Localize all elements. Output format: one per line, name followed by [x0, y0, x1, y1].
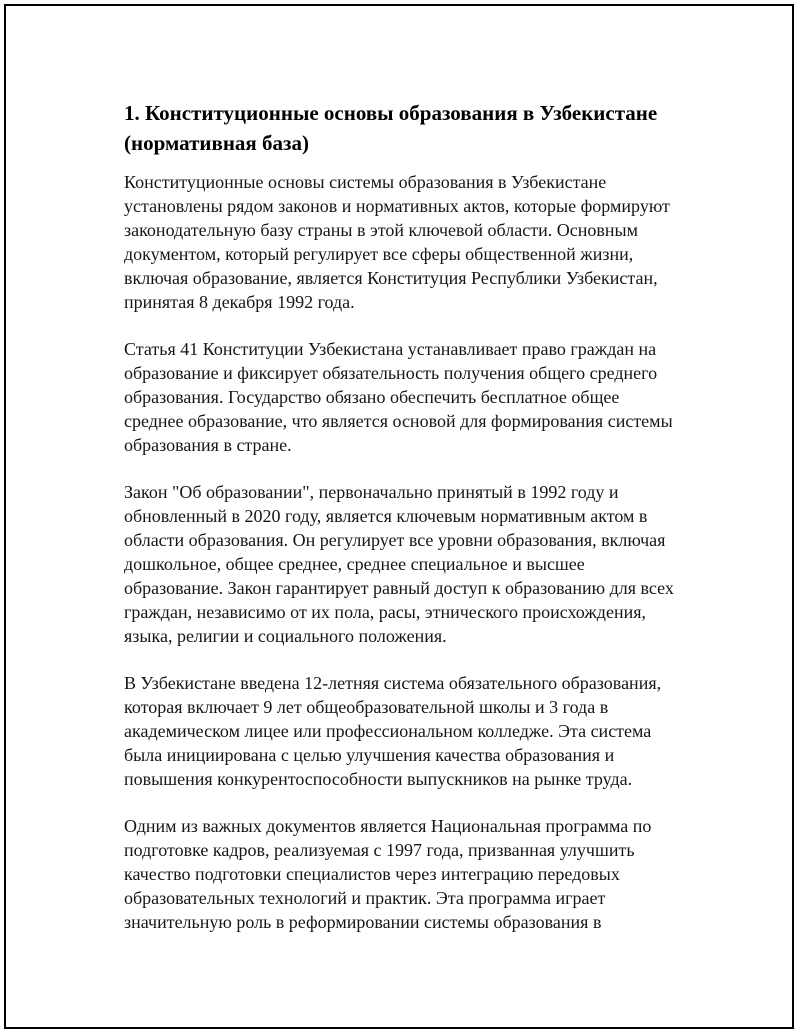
text-line: Статья 41 Конституции Узбекистана устанавливает право граждан на: [124, 339, 657, 359]
text-line: Конституционные основы системы образования в Узбекистане: [124, 172, 607, 192]
paragraph-article-41: [124, 337, 704, 457]
text-line: граждан, независимо от их пола, расы, этнического происхождения,: [124, 602, 646, 622]
text-line: которая включает 9 лет общеобразовательной школы и 3 года в: [124, 697, 609, 717]
text-line: Закон "Об образовании", первоначально принятый в 1992 году и: [124, 482, 619, 502]
text-line: включая образование, является Конституция Республики Узбекистан,: [124, 268, 658, 288]
text-line: образования в стране.: [124, 435, 292, 455]
text-line: обновленный в 2020 году, является ключевым нормативным актом в: [124, 506, 648, 526]
text-line: была инициирована с целью улучшения качества образования и: [124, 745, 615, 765]
text-line: области образования. Он регулирует все уровни образования, включая: [124, 530, 666, 550]
paragraph-constitution: [124, 170, 704, 314]
paragraph-national-program: [124, 814, 704, 934]
text-line: документом, который регулирует все сферы общественной жизни,: [124, 244, 634, 264]
text-line: подготовке кадров, реализуемая с 1997 года, призванная улучшить: [124, 840, 635, 860]
text-line: В Узбекистане введена 12-летняя система обязательного образования,: [124, 673, 662, 693]
paragraph-education-law: [124, 480, 704, 648]
text-line: образования. Государство обязано обеспечить бесплатное общее: [124, 387, 620, 407]
text-line: принятая 8 декабря 1992 года.: [124, 292, 355, 312]
text-line: языка, религии и социального положения.: [124, 626, 447, 646]
text-line: качество подготовки специалистов через интеграцию передовых: [124, 864, 620, 884]
text-line: дошкольное, общее среднее, среднее специальное и высшее: [124, 554, 585, 574]
text-line: Одним из важных документов является Национальная программа по: [124, 816, 652, 836]
text-line: значительную роль в реформировании системы образования в: [124, 912, 602, 932]
text-line: образовательных технологий и практик. Эта программа играет: [124, 888, 606, 908]
text-line: среднее образование, что является основой для формирования системы: [124, 411, 673, 431]
section-title: [124, 98, 704, 158]
text-line: образование. Закон гарантирует равный доступ к образованию для всех: [124, 578, 674, 598]
title-line: 1. Конституционные основы образования в Узбекистане: [124, 101, 658, 125]
text-line: образование и фиксирует обязательность получения общего среднего: [124, 363, 658, 383]
paragraph-12-year-system: [124, 671, 704, 791]
text-line: установлены рядом законов и нормативных актов, которые формируют: [124, 196, 670, 216]
text-line: академическом лицее или профессиональном колледже. Эта система: [124, 721, 652, 741]
text-line: повышения конкурентоспособности выпускников на рынке труда.: [124, 769, 633, 789]
title-line: (нормативная база): [124, 131, 309, 155]
page-frame: [4, 4, 794, 1029]
text-line: законодательную базу страны в этой ключевой области. Основным: [124, 220, 638, 240]
document-body: [124, 98, 704, 957]
